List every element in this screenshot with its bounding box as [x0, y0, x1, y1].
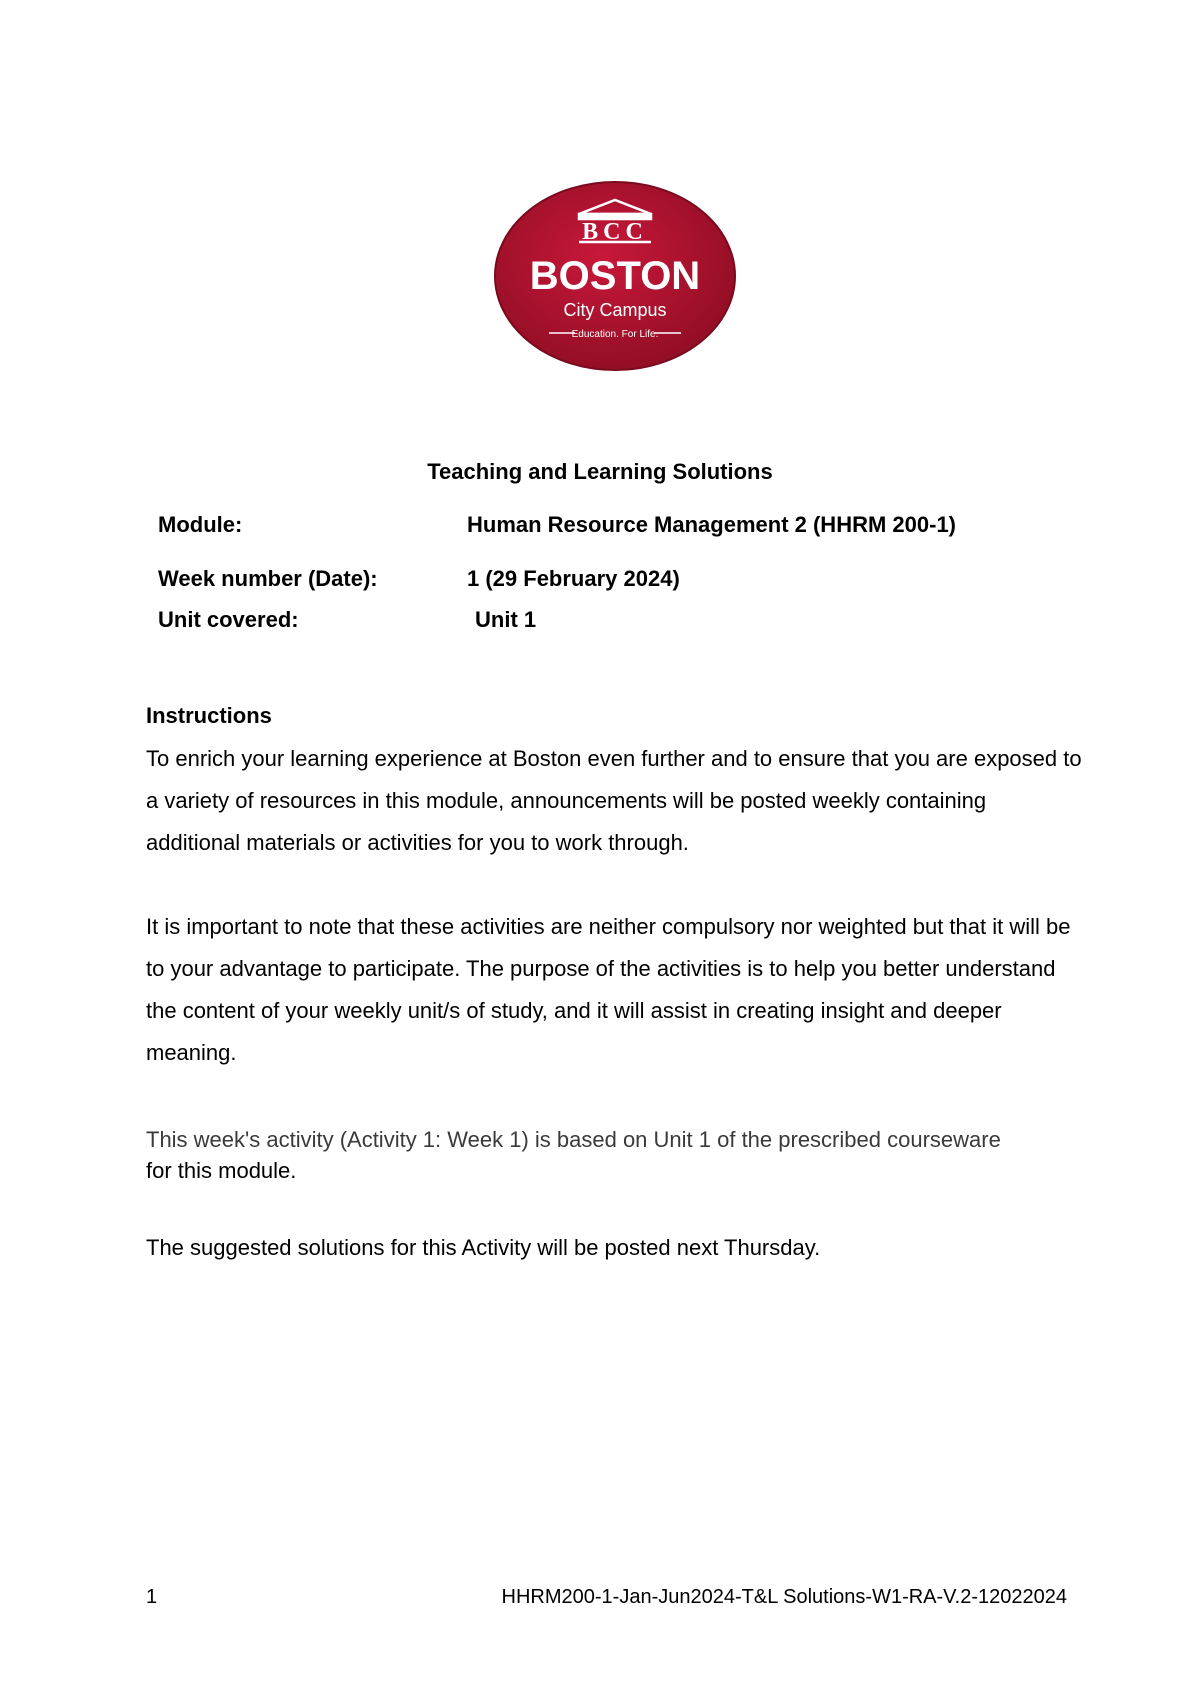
page-number: 1 [146, 1586, 158, 1608]
logo-tagline: Education. For Life. [571, 329, 659, 340]
module-row [158, 510, 957, 540]
logo-subtitle: City Campus [563, 300, 667, 320]
week-value: 1 (29 February 2024) [467, 566, 680, 591]
unit-label: Unit covered: [158, 607, 299, 632]
module-label: Module: [158, 512, 243, 537]
instructions-paragraph-2: It is important to note that these activities are neither compulsory nor weighted but that it will be to your advantage to participate. The purpose of the activities is to help you better understand the content of your weekly unit/s of study, and it will assist in creating insight and deeper meaning. [146, 914, 1071, 1065]
logo-name: BOSTON [529, 254, 701, 298]
week-label: Week number (Date): [158, 566, 378, 591]
activity-paragraph [146, 1124, 1086, 1186]
activity-paragraph-line-1: This week's activity (Activity 1: Week 1) is based on Unit 1 of the prescribed courseware [146, 1127, 1001, 1152]
week-row [158, 564, 680, 594]
module-value: Human Resource Management 2 (HHRM 200-1) [467, 512, 957, 537]
instructions-paragraph-1: To enrich your learning experience at Boston even further and to ensure that you are exposed to a variety of resources in this module, announcements will be posted weekly containing additional materials or activities for you to work through. [146, 746, 1082, 855]
boston-city-campus-logo [493, 180, 737, 372]
logo-graphic [493, 180, 737, 372]
logo-initials: BCC [582, 219, 648, 245]
unit-value: Unit 1 [475, 607, 537, 632]
document-title: Teaching and Learning Solutions [427, 459, 773, 484]
unit-row [158, 605, 537, 635]
solutions-paragraph: The suggested solutions for this Activity will be posted next Thursday. [146, 1235, 821, 1260]
activity-paragraph-line-2: for this module. [146, 1158, 297, 1183]
instructions-heading: Instructions [146, 703, 272, 728]
document-reference: HHRM200-1-Jan-Jun2024-T&L Solutions-W1-RA-V.2-12022024 [501, 1586, 1067, 1608]
